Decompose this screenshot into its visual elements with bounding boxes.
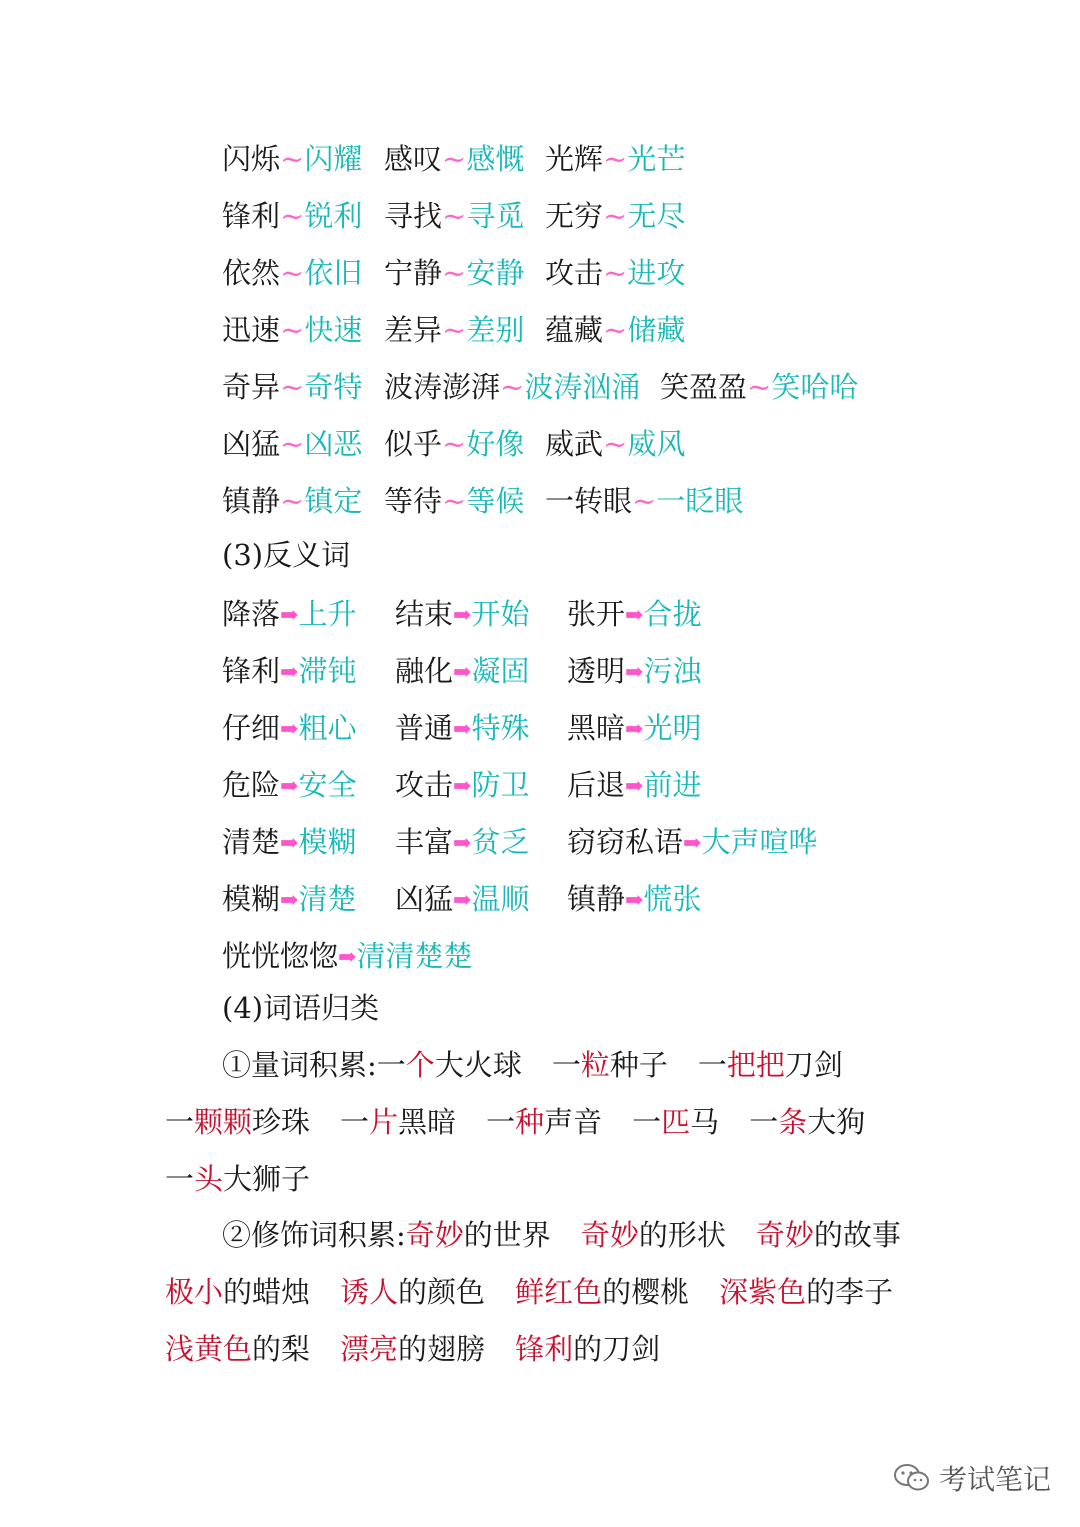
phrase	[340, 1105, 456, 1139]
antonym-pair	[567, 651, 701, 693]
synonym-word: 威风	[627, 427, 686, 461]
antonym-word: 合拢	[643, 597, 702, 631]
arrow-icon: ➡	[683, 831, 702, 856]
synonym-pair	[384, 367, 640, 407]
tilde-separator: ~	[280, 484, 305, 518]
phrase-prefix: 一	[340, 1105, 370, 1139]
word: 锋利	[222, 199, 281, 233]
antonym-pair	[567, 708, 701, 750]
word: 张开	[567, 597, 626, 631]
highlight-word: 把把	[726, 1048, 785, 1082]
synonym-word: 等候	[466, 484, 525, 518]
synonym-pair	[222, 367, 362, 407]
synonym-word: 光芒	[627, 142, 686, 176]
arrow-icon: ➡	[280, 888, 299, 913]
tilde-separator: ~	[442, 313, 467, 347]
antonym-word: 粗心	[298, 711, 357, 745]
tilde-separator: ~	[442, 484, 467, 518]
word: 奇异	[222, 370, 281, 404]
antonym-pair	[395, 822, 529, 864]
antonym-word: 前进	[643, 768, 702, 802]
antonym-pair	[567, 594, 701, 636]
synonym-pair	[384, 139, 524, 179]
measure-line	[165, 1159, 310, 1199]
arrow-icon: ➡	[453, 717, 472, 742]
modifier-label: ②修饰词积累:	[222, 1218, 406, 1252]
highlight-word: 奇妙	[405, 1218, 464, 1252]
synonym-pair	[545, 253, 685, 293]
phrase-suffix: 大火球	[434, 1048, 522, 1082]
tilde-separator: ~	[280, 370, 305, 404]
tilde-separator: ~	[280, 427, 305, 461]
tilde-separator: ~	[280, 142, 305, 176]
antonym-word: 安全	[298, 768, 357, 802]
arrow-icon: ➡	[453, 603, 472, 628]
highlight-word: 颗颗	[194, 1105, 253, 1139]
highlight-word: 诱人	[340, 1275, 399, 1309]
phrase-suffix: 的世界	[463, 1218, 551, 1252]
word: 无穷	[545, 199, 604, 233]
synonym-word: 无尽	[627, 199, 686, 233]
highlight-word: 奇妙	[755, 1218, 814, 1252]
word: 凶猛	[222, 427, 281, 461]
synonym-word: 依旧	[304, 256, 363, 290]
word: 窃窃私语	[567, 825, 684, 859]
antonym-pair	[222, 936, 472, 978]
synonym-pair	[384, 196, 524, 236]
arrow-icon: ➡	[453, 774, 472, 799]
word: 降落	[222, 597, 281, 631]
antonym-pair	[222, 708, 356, 750]
word: 黑暗	[567, 711, 626, 745]
synonym-pair	[545, 424, 685, 464]
phrase	[756, 1218, 901, 1252]
watermark-text: 考试笔记	[939, 1463, 1052, 1496]
word: 似乎	[384, 427, 443, 461]
tilde-separator: ~	[603, 199, 628, 233]
word: 感叹	[384, 142, 443, 176]
word: 凶猛	[395, 882, 454, 916]
arrow-icon: ➡	[625, 774, 644, 799]
word: 清楚	[222, 825, 281, 859]
phrase-suffix: 的翅膀	[398, 1332, 486, 1366]
phrase-suffix: 种子	[609, 1048, 668, 1082]
phrase-prefix: 一	[749, 1105, 779, 1139]
word: 等待	[384, 484, 443, 518]
tilde-separator: ~	[603, 142, 628, 176]
synonym-pair	[545, 139, 685, 179]
antonym-pair	[222, 594, 356, 636]
highlight-word: 条	[778, 1105, 808, 1139]
word: 依然	[222, 256, 281, 290]
synonym-pair	[384, 424, 524, 464]
arrow-icon: ➡	[625, 717, 644, 742]
antonym-word: 慌张	[643, 882, 702, 916]
antonym-word: 滞钝	[298, 654, 357, 688]
phrase-suffix: 声音	[544, 1105, 603, 1139]
word: 攻击	[545, 256, 604, 290]
word: 波涛澎湃	[384, 370, 501, 404]
synonym-word: 闪耀	[304, 142, 363, 176]
phrase	[719, 1275, 893, 1309]
word: 结束	[395, 597, 454, 631]
phrase-suffix: 黑暗	[398, 1105, 457, 1139]
word: 光辉	[545, 142, 604, 176]
highlight-word: 奇妙	[580, 1218, 639, 1252]
tilde-separator: ~	[442, 256, 467, 290]
phrase-prefix: 一	[165, 1162, 195, 1196]
antonym-word: 上升	[298, 597, 357, 631]
arrow-icon: ➡	[625, 603, 644, 628]
highlight-word: 粒	[580, 1048, 610, 1082]
phrase	[749, 1105, 865, 1139]
phrase-suffix: 的蜡烛	[223, 1275, 311, 1309]
word: 镇静	[222, 484, 281, 518]
phrase-prefix: 一	[551, 1048, 581, 1082]
phrase	[340, 1275, 485, 1309]
tilde-separator: ~	[603, 313, 628, 347]
arrow-icon: ➡	[453, 888, 472, 913]
synonym-pair	[384, 481, 524, 521]
phrase	[165, 1105, 310, 1139]
word: 寻找	[384, 199, 443, 233]
synonym-pair	[222, 424, 362, 464]
arrow-icon: ➡	[280, 603, 299, 628]
phrase-prefix: 一	[697, 1048, 727, 1082]
antonym-word: 大声喧哗	[701, 825, 818, 859]
highlight-word: 锋利	[515, 1332, 574, 1366]
measure-line	[165, 1102, 865, 1142]
synonym-pair	[222, 310, 362, 350]
synonym-pair	[384, 253, 524, 293]
phrase	[552, 1048, 668, 1082]
antonym-pair	[222, 822, 356, 864]
word: 透明	[567, 654, 626, 688]
synonym-word: 快速	[304, 313, 363, 347]
antonym-word: 光明	[643, 711, 702, 745]
phrase-suffix: 珍珠	[252, 1105, 311, 1139]
synonym-word: 一眨眼	[656, 484, 744, 518]
tilde-separator: ~	[442, 199, 467, 233]
phrase-suffix: 的刀剑	[573, 1332, 661, 1366]
arrow-icon: ➡	[453, 660, 472, 685]
phrase-suffix: 的颜色	[398, 1275, 486, 1309]
antonym-pair	[395, 765, 529, 807]
arrow-icon: ➡	[625, 660, 644, 685]
phrase	[581, 1218, 726, 1252]
synonym-word: 锐利	[304, 199, 363, 233]
modifier-line	[165, 1272, 893, 1312]
synonym-pair	[384, 310, 524, 350]
tilde-separator: ~	[280, 199, 305, 233]
tilde-separator: ~	[280, 256, 305, 290]
tilde-separator: ~	[442, 142, 467, 176]
synonym-pair	[222, 196, 362, 236]
highlight-word: 浅黄色	[165, 1332, 253, 1366]
word: 闪烁	[222, 142, 281, 176]
synonym-pair	[660, 367, 858, 407]
word: 后退	[567, 768, 626, 802]
arrow-icon: ➡	[280, 831, 299, 856]
phrase-suffix: 的梨	[252, 1332, 311, 1366]
synonym-pair	[222, 481, 362, 521]
phrase-suffix: 大狮子	[223, 1162, 311, 1196]
word: 镇静	[567, 882, 626, 916]
phrase-suffix: 的李子	[806, 1275, 894, 1309]
highlight-word: 头	[194, 1162, 224, 1196]
antonym-pair	[395, 651, 529, 693]
arrow-icon: ➡	[453, 831, 472, 856]
word: 攻击	[395, 768, 454, 802]
synonym-pair	[545, 310, 685, 350]
phrase	[165, 1275, 310, 1309]
tilde-separator: ~	[603, 256, 628, 290]
modifier-line	[222, 1215, 901, 1255]
highlight-word: 鲜红色	[515, 1275, 603, 1309]
antonym-heading: (3)反义词	[222, 538, 351, 572]
watermark	[893, 1458, 1051, 1498]
phrase	[165, 1162, 310, 1196]
word: 恍恍惚惚	[222, 939, 339, 973]
antonym-pair	[567, 879, 701, 921]
antonym-pair	[395, 879, 529, 921]
word: 丰富	[395, 825, 454, 859]
antonym-word: 温顺	[471, 882, 530, 916]
arrow-icon: ➡	[625, 888, 644, 913]
phrase-suffix: 的故事	[813, 1218, 901, 1252]
phrase-suffix: 马	[690, 1105, 720, 1139]
category-heading: (4)词语归类	[222, 991, 380, 1025]
antonym-pair	[222, 651, 356, 693]
highlight-word: 漂亮	[340, 1332, 399, 1366]
antonym-word: 特殊	[471, 711, 530, 745]
highlight-word: 种	[515, 1105, 545, 1139]
word: 蕴藏	[545, 313, 604, 347]
phrase-prefix: 一	[632, 1105, 662, 1139]
synonym-pair	[222, 253, 362, 293]
synonym-word: 差别	[466, 313, 525, 347]
phrase	[406, 1218, 551, 1252]
synonym-word: 凶恶	[304, 427, 363, 461]
antonym-pair	[567, 822, 817, 864]
synonym-word: 奇特	[304, 370, 363, 404]
phrase-suffix: 刀剑	[784, 1048, 843, 1082]
synonym-word: 安静	[466, 256, 525, 290]
word: 融化	[395, 654, 454, 688]
phrase	[165, 1332, 310, 1366]
synonym-pair	[545, 481, 743, 521]
phrase-prefix: 一	[165, 1105, 195, 1139]
synonym-pair	[545, 196, 685, 236]
highlight-word: 片	[369, 1105, 399, 1139]
measure-label: ①量词积累:	[222, 1048, 377, 1082]
synonym-word: 波涛汹涌	[524, 370, 641, 404]
wechat-icon	[893, 1462, 931, 1494]
phrase-suffix: 大狗	[807, 1105, 866, 1139]
synonym-word: 储藏	[627, 313, 686, 347]
word: 威武	[545, 427, 604, 461]
synonym-pair	[222, 139, 362, 179]
synonym-word: 镇定	[304, 484, 363, 518]
antonym-word: 污浊	[643, 654, 702, 688]
highlight-word: 极小	[165, 1275, 224, 1309]
tilde-separator: ~	[747, 370, 772, 404]
synonym-word: 寻觅	[466, 199, 525, 233]
tilde-separator: ~	[442, 427, 467, 461]
phrase	[698, 1048, 843, 1082]
word: 危险	[222, 768, 281, 802]
synonym-word: 好像	[466, 427, 525, 461]
antonym-word: 开始	[471, 597, 530, 631]
antonym-pair	[222, 879, 356, 921]
word: 仔细	[222, 711, 281, 745]
word: 宁静	[384, 256, 443, 290]
phrase	[486, 1105, 602, 1139]
highlight-word: 匹	[661, 1105, 691, 1139]
antonym-pair	[395, 594, 529, 636]
arrow-icon: ➡	[280, 774, 299, 799]
tilde-separator: ~	[280, 313, 305, 347]
word: 差异	[384, 313, 443, 347]
antonym-word: 防卫	[471, 768, 530, 802]
phrase-prefix: 一	[376, 1048, 406, 1082]
phrase-suffix: 的形状	[638, 1218, 726, 1252]
phrase-suffix: 的樱桃	[602, 1275, 690, 1309]
antonym-pair	[395, 708, 529, 750]
tilde-separator: ~	[603, 427, 628, 461]
highlight-word: 个	[405, 1048, 435, 1082]
phrase	[340, 1332, 485, 1366]
tilde-separator: ~	[632, 484, 657, 518]
word: 锋利	[222, 654, 281, 688]
word: 迅速	[222, 313, 281, 347]
phrase	[377, 1048, 522, 1082]
antonym-word: 贫乏	[471, 825, 530, 859]
synonym-word: 进攻	[627, 256, 686, 290]
tilde-separator: ~	[500, 370, 525, 404]
word: 一转眼	[545, 484, 633, 518]
phrase-prefix: 一	[486, 1105, 516, 1139]
antonym-word: 模糊	[298, 825, 357, 859]
synonym-word: 笑哈哈	[771, 370, 859, 404]
measure-line	[222, 1045, 843, 1085]
antonym-word: 凝固	[471, 654, 530, 688]
modifier-line	[165, 1329, 660, 1369]
antonym-word: 清楚	[298, 882, 357, 916]
arrow-icon: ➡	[280, 717, 299, 742]
word: 笑盈盈	[660, 370, 748, 404]
word: 普通	[395, 711, 454, 745]
synonym-word: 感慨	[466, 142, 525, 176]
arrow-icon: ➡	[280, 660, 299, 685]
word: 模糊	[222, 882, 281, 916]
antonym-pair	[567, 765, 701, 807]
phrase	[515, 1275, 689, 1309]
phrase	[515, 1332, 660, 1366]
highlight-word: 深紫色	[719, 1275, 807, 1309]
arrow-icon: ➡	[338, 945, 357, 970]
antonym-word: 清清楚楚	[356, 939, 473, 973]
phrase	[632, 1105, 719, 1139]
antonym-pair	[222, 765, 356, 807]
